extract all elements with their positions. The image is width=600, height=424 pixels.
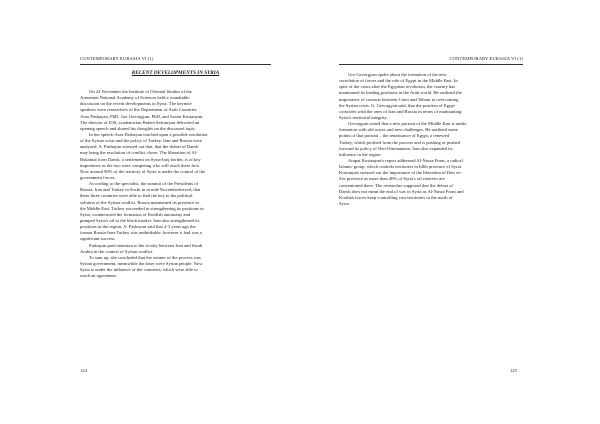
text-line: points of that portrait – the renaissance of Egypt, a renewed <box>339 133 449 139</box>
text-line: Turkey, which profited from the process and is pushing or pushed <box>339 139 461 145</box>
text-line: format Russia-Iran-Turkey was unthinkable, however it had was a <box>80 230 202 236</box>
page-number-left: 124 <box>80 368 87 373</box>
header-rule-left <box>80 64 271 65</box>
text-line: of the Syrian crisis and the policy of Turkey. Iran and Russia were <box>80 138 202 144</box>
text-line: significant success. <box>80 236 116 242</box>
text-line: formation with old actors and new challenges. He outlined some <box>339 127 458 133</box>
text-line: importance of contacts between Cairo and Tehran in overcoming <box>339 96 459 102</box>
text-line: The director of IOS, academician Ruben Safrastyan delivered an <box>80 119 200 125</box>
text-line: Syrian government, meanwhile the loser were Syrian people. Now <box>80 260 203 266</box>
text-line: To sum up, she concluded that the winner of the process was <box>89 254 201 260</box>
text-line: Arabia in the context of Syrian conflict. <box>80 248 154 254</box>
text-line: Now around 90% of the territory of Syria is under the control of the <box>80 168 206 174</box>
text-line: On 24 November the Institute of Oriental Studies of the <box>89 89 192 94</box>
text-line: pumped Syria's oil to the black market. Iran also strengthened its <box>80 217 200 223</box>
left-body-text <box>80 89 271 279</box>
text-line: Syria, counteracted the formation of Kurdish autonomy and <box>80 211 191 217</box>
text-line: maintained its leading positions in the Arab world. He outlined the <box>339 90 462 96</box>
text-line: According to the specialist, the summit of the Presidents of <box>89 181 199 187</box>
text-line: reach an agreement. <box>80 273 117 279</box>
text-line: Pashayan paid attention to the rivalry between Iran and Saudi <box>89 242 203 248</box>
page-number-right: 125 <box>510 368 517 373</box>
text-line: analyzed. A. Pashayan stressed out that, that the defeat of Daesh <box>80 144 199 150</box>
text-line: Gor Gevorgyan spoke about the formation of the new <box>348 72 447 77</box>
text-line: Bukamal from Daesh, a settlement on Syria-Iraq border, is of key <box>80 156 201 162</box>
header-rule-right <box>339 64 523 65</box>
text-line: Syria's territorial integrity. <box>339 114 388 120</box>
text-line: solution of the Syrian conflict. Russia maintained its presence in <box>80 199 199 205</box>
text-line: Daesh does not mean the end of war in Syria as Al-Nusra Front and <box>339 188 464 194</box>
text-line: opening speech and shared his thoughts on the discussed topic. <box>80 125 196 131</box>
text-line: Armenian National Academy of Sciences held a roundtable <box>80 95 190 101</box>
text-line: spite of the crisis after the Egyptian revolution, the country has <box>339 84 456 90</box>
right-page <box>300 0 600 424</box>
text-line: Kostanyan stressed out the importance of the liberation of Deir ez- <box>339 170 462 176</box>
text-line: Russia, Iran and Turkey in Sochi in in mid-Novemberbrived, that <box>80 187 201 193</box>
text-line: government forces. <box>80 174 116 180</box>
text-line: the Middle East. Turkey succeeded in strengthening its positions in <box>80 205 204 211</box>
text-line: the Syrian crisis. G. Gevorgyan said, that the position of Egypt <box>339 102 455 108</box>
text-line: Arарat Kostanyan's report addressed Al-Nusra Front, a radical <box>348 157 463 163</box>
text-line: Arax Pashayan, PhD, Gor Gevorgyan, PhD, and Ararat Kostanyan. <box>80 113 204 119</box>
right-body-text <box>339 72 523 207</box>
text-line: speakers were researchers of the Department of Arab Countries <box>80 107 197 113</box>
text-line: coincides with the ones of Iran and Russia in terms of maintaining <box>339 108 462 114</box>
running-head-left: CONTEMPORARY EURASIA VI (1) <box>80 56 154 61</box>
text-line: Syria. <box>339 200 350 206</box>
text-line: Gevorgyan stated that a new portrait of the Middle East is under <box>348 121 467 127</box>
text-line: In her speech Arax Pashayan touched upon a possible resolution <box>89 131 208 137</box>
text-line: correlation of forces and the role of Egypt in the Middle East. In <box>339 78 458 84</box>
text-line: Syria is under the influence of the countries, which were able to <box>80 267 198 273</box>
text-line: Islamic group, which controls territories in Idlib province of Syria. <box>339 164 463 170</box>
text-line: concentrated there. The researcher supposed that the defeat of <box>339 182 453 188</box>
running-head-right: CONTEMPORARY EURASIA VI (1) <box>449 56 523 61</box>
text-line: these three countries were able to find the key to the political <box>80 193 193 199</box>
text-line: importance as the two were competing who will reach there first. <box>80 162 200 168</box>
text-line: discussion on the recent developments in Syria. The keynote <box>80 101 192 107</box>
text-line: influence in the region. <box>339 151 382 157</box>
text-line: Zor province as more than 40% of Syria's oil reserves are <box>339 176 445 182</box>
text-line: may bring the resolution of conflict closer. The liberation of Al- <box>80 150 198 156</box>
text-line: Kurdish forces keep controlling vast territories in the north of <box>339 194 453 200</box>
article-title: RECENT DEVELOPMENTS IN SYRIA <box>131 70 220 76</box>
text-line: forward its policy of Neo-Ottomanism. Iran also expanded its <box>339 145 453 151</box>
text-line: positions in the region. A. Pashayan said that 2-3 years ago the <box>80 224 196 230</box>
